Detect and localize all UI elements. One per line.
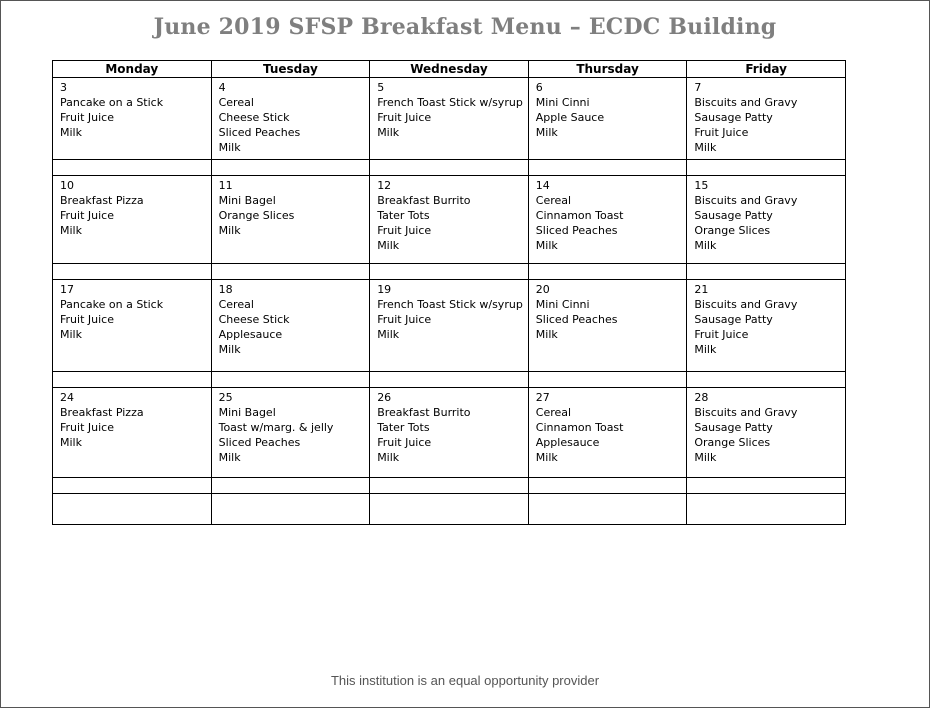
menu-item: Milk (218, 343, 241, 356)
empty-cell (211, 494, 370, 525)
menu-item: Mini Cinni (535, 298, 590, 311)
menu-item: Mini Bagel (218, 194, 276, 207)
spacer-cell (370, 264, 529, 280)
menu-item: French Toast Stick w/syrup (377, 96, 523, 109)
menu-item: Milk (535, 328, 558, 341)
menu-item: Milk (535, 126, 558, 139)
menu-item: Milk (694, 141, 717, 154)
menu-item: Milk (535, 239, 558, 252)
footer-text: This institution is an equal opportunity provider (330, 673, 600, 688)
menu-item: Sausage Patty (694, 209, 773, 222)
day-date: 14 (535, 179, 550, 192)
menu-item: Cinnamon Toast (535, 421, 624, 434)
menu-item: French Toast Stick w/syrup (377, 298, 523, 311)
day-date: 25 (218, 391, 233, 404)
menu-calendar-table (52, 60, 846, 525)
menu-item: Biscuits and Gravy (694, 298, 798, 311)
spacer-cell (370, 160, 529, 176)
menu-item: Milk (694, 343, 717, 356)
menu-item: Fruit Juice (60, 421, 114, 434)
spacer-cell (370, 478, 529, 494)
day-date: 26 (377, 391, 392, 404)
spacer-cell (687, 160, 846, 176)
spacer-cell (53, 478, 212, 494)
day-cell-friday (687, 176, 846, 264)
menu-item: Breakfast Burrito (377, 406, 471, 419)
spacer-cell (687, 478, 846, 494)
day-cell-friday (687, 388, 846, 478)
menu-item: Biscuits and Gravy (694, 406, 798, 419)
header-wednesday: Wednesday (370, 61, 529, 78)
menu-item: Applesauce (218, 328, 283, 341)
menu-item: Sliced Peaches (218, 126, 301, 139)
day-cell-tuesday (211, 388, 370, 478)
menu-item: Sliced Peaches (535, 313, 618, 326)
spacer-cell (370, 372, 529, 388)
menu-item: Biscuits and Gravy (694, 194, 798, 207)
spacer-cell (211, 160, 370, 176)
day-date: 20 (535, 283, 550, 296)
menu-item: Breakfast Pizza (60, 406, 144, 419)
day-cell-wednesday (370, 388, 529, 478)
menu-item: Fruit Juice (377, 224, 432, 237)
menu-item: Fruit Juice (60, 111, 114, 124)
day-cell-tuesday (211, 176, 370, 264)
menu-item: Fruit Juice (60, 313, 114, 326)
empty-cell (370, 494, 529, 525)
spacer-cell (53, 160, 212, 176)
menu-item: Milk (694, 451, 717, 464)
empty-cell (687, 494, 846, 525)
menu-item: Breakfast Burrito (377, 194, 471, 207)
menu-item: Breakfast Pizza (60, 194, 144, 207)
day-cell-thursday (528, 78, 687, 160)
menu-item: Milk (694, 239, 717, 252)
menu-item: Fruit Juice (377, 111, 432, 124)
menu-item: Milk (218, 224, 241, 237)
day-cell-friday (687, 280, 846, 372)
spacer-row (53, 160, 846, 176)
menu-item: Cereal (535, 194, 572, 207)
header-friday: Friday (687, 61, 846, 78)
menu-item: Tater Tots (377, 421, 430, 434)
spacer-row (53, 264, 846, 280)
day-cell-thursday (528, 176, 687, 264)
menu-item: Milk (377, 451, 400, 464)
menu-item: Mini Cinni (535, 96, 590, 109)
spacer-cell (528, 372, 687, 388)
week-row (53, 388, 846, 478)
day-date: 18 (218, 283, 233, 296)
menu-item: Milk (60, 436, 82, 449)
menu-item: Fruit Juice (377, 436, 432, 449)
week-row (53, 78, 846, 160)
spacer-cell (53, 372, 212, 388)
day-date: 5 (377, 81, 385, 94)
day-date: 28 (694, 391, 709, 404)
empty-cell (53, 494, 212, 525)
spacer-row (53, 478, 846, 494)
menu-item: Milk (218, 141, 241, 154)
menu-item: Sausage Patty (694, 111, 773, 124)
day-date: 6 (535, 81, 543, 94)
menu-item: Orange Slices (694, 436, 771, 449)
menu-item: Fruit Juice (377, 313, 432, 326)
spacer-cell (687, 264, 846, 280)
menu-item: Milk (377, 328, 400, 341)
header-thursday: Thursday (528, 61, 687, 78)
menu-item: Sausage Patty (694, 421, 773, 434)
spacer-cell (528, 264, 687, 280)
spacer-cell (528, 478, 687, 494)
day-cell-friday (687, 78, 846, 160)
day-date: 21 (694, 283, 709, 296)
day-cell-wednesday (370, 176, 529, 264)
menu-item: Pancake on a Stick (60, 96, 164, 109)
menu-item: Fruit Juice (694, 126, 749, 139)
menu-item: Fruit Juice (60, 209, 114, 222)
day-date: 17 (60, 283, 74, 296)
day-date: 27 (535, 391, 550, 404)
menu-item: Milk (377, 239, 400, 252)
menu-item: Cereal (218, 298, 254, 311)
menu-item: Pancake on a Stick (60, 298, 164, 311)
day-date: 7 (694, 81, 702, 94)
day-date: 3 (60, 81, 67, 94)
menu-item: Sliced Peaches (535, 224, 618, 237)
day-cell-wednesday (370, 280, 529, 372)
spacer-cell (53, 264, 212, 280)
week-row (53, 280, 846, 372)
spacer-row (53, 372, 846, 388)
menu-item: Sausage Patty (694, 313, 773, 326)
day-date: 11 (218, 179, 233, 192)
menu-item: Sliced Peaches (218, 436, 301, 449)
day-cell-thursday (528, 280, 687, 372)
menu-item: Cereal (218, 96, 254, 109)
day-cell-wednesday (370, 78, 529, 160)
day-cell-thursday (528, 388, 687, 478)
day-cell-tuesday (211, 78, 370, 160)
day-date: 24 (60, 391, 74, 404)
header-monday: Monday (53, 61, 212, 78)
menu-item: Mini Bagel (218, 406, 276, 419)
menu-item: Toast w/marg. & jelly (218, 421, 334, 434)
day-cell-monday (53, 388, 212, 478)
header-tuesday: Tuesday (211, 61, 370, 78)
calendar-body (53, 78, 846, 525)
spacer-cell (211, 478, 370, 494)
empty-cell (528, 494, 687, 525)
menu-item: Cheese Stick (218, 313, 290, 326)
day-date: 15 (694, 179, 709, 192)
menu-item: Applesauce (535, 436, 600, 449)
week-row (53, 176, 846, 264)
menu-item: Fruit Juice (694, 328, 749, 341)
page-title: June 2019 SFSP Breakfast Menu – ECDC Building (153, 14, 777, 40)
menu-item: Cheese Stick (218, 111, 290, 124)
spacer-cell (211, 264, 370, 280)
menu-item: Biscuits and Gravy (694, 96, 798, 109)
menu-item: Cinnamon Toast (535, 209, 624, 222)
menu-item: Orange Slices (218, 209, 295, 222)
day-cell-monday (53, 280, 212, 372)
menu-item: Milk (218, 451, 241, 464)
menu-item: Apple Sauce (535, 111, 605, 124)
day-date: 10 (60, 179, 74, 192)
day-date: 12 (377, 179, 392, 192)
spacer-cell (528, 160, 687, 176)
menu-item: Milk (60, 328, 82, 341)
menu-item: Orange Slices (694, 224, 771, 237)
day-date: 4 (218, 81, 226, 94)
menu-item: Milk (60, 224, 82, 237)
day-cell-monday (53, 78, 212, 160)
menu-item: Milk (535, 451, 558, 464)
menu-item: Cereal (535, 406, 572, 419)
day-date: 19 (377, 283, 392, 296)
empty-row (53, 494, 846, 525)
spacer-cell (211, 372, 370, 388)
menu-item: Milk (60, 126, 82, 139)
day-cell-tuesday (211, 280, 370, 372)
day-cell-monday (53, 176, 212, 264)
spacer-cell (687, 372, 846, 388)
menu-item: Tater Tots (377, 209, 430, 222)
menu-item: Milk (377, 126, 400, 139)
header-row (53, 61, 846, 78)
